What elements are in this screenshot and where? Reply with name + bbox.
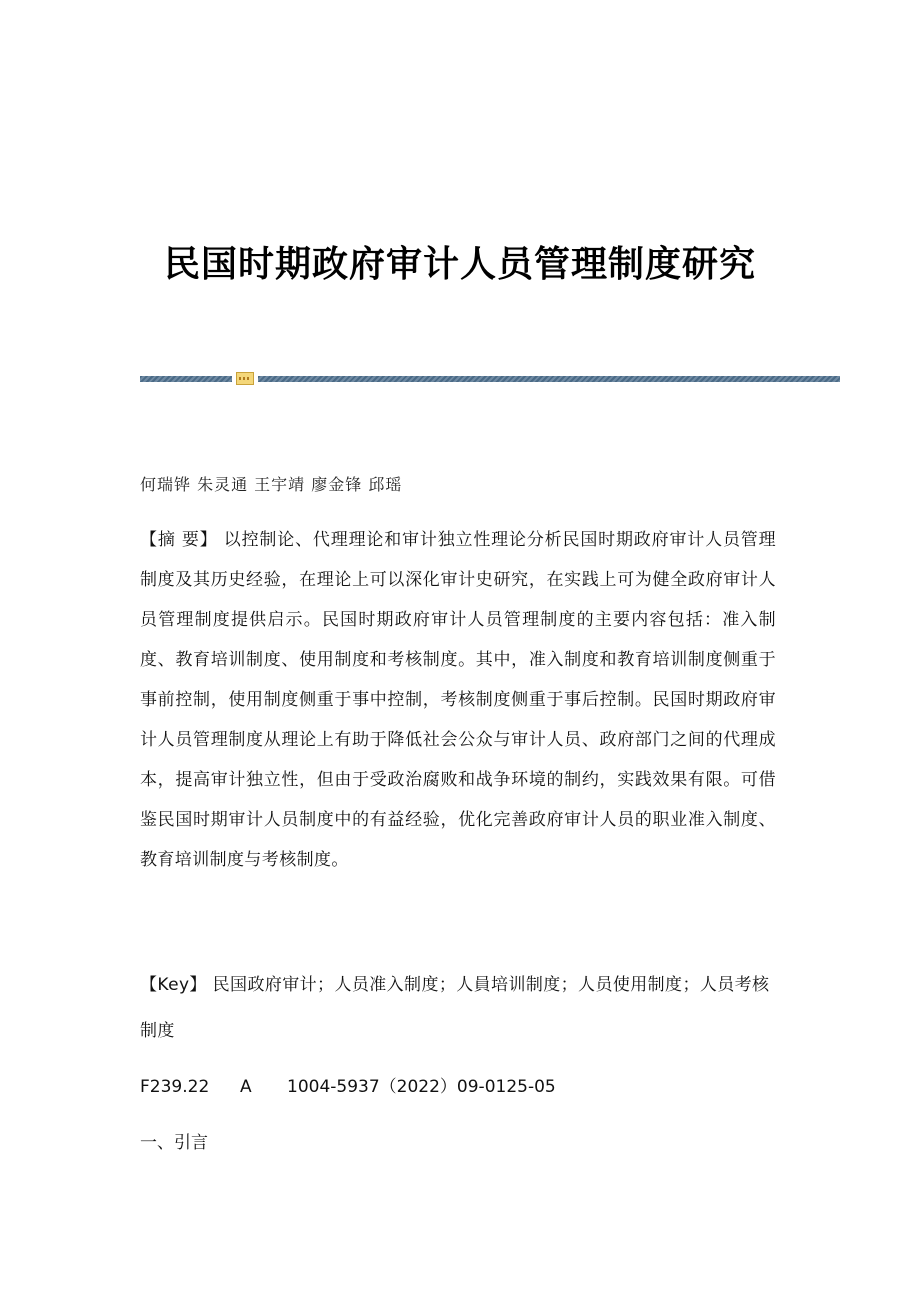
divider-ornament-icon <box>236 372 254 385</box>
section-heading: 一、引言 <box>140 1133 208 1153</box>
divider-bar-right <box>258 376 840 382</box>
document-type-code: A <box>240 1077 252 1097</box>
classification-line <box>140 1072 556 1097</box>
abstract-label: 【摘 要】 <box>140 530 218 550</box>
paper-title: 民国时期政府审计人员管理制度研究 <box>163 243 756 286</box>
title-divider <box>140 375 840 383</box>
abstract-paragraph <box>140 520 776 880</box>
author-list: 何瑞铧 朱灵通 王宇靖 廖金锋 邱瑶 <box>140 475 403 494</box>
classification-code: F239.22 <box>140 1077 210 1097</box>
keywords-paragraph <box>140 962 776 1054</box>
divider-bar-left <box>140 376 232 382</box>
keywords-text: 民国政府审计；人员准入制度；人員培训制度；人员使用制度；人员考核制度 <box>140 975 770 1041</box>
abstract-text: 以控制论、代理理论和审计独立性理论分析民国时期政府审计人员管理制度及其历史经验，在理论上可以深化审计史研究，在实践上可为健全政府审计人员管理制度提供启示。民国时期政府审计人员管理制度的主要内容包括：准入制度、教育培训制度、使用制度和考核制度。其中，准入制度和教育培训制度侧重于事前控制，使用制度侧重于事中控制，考核制度侧重于事后控制。民国时期政府审计人员管理制度从理论上有助于降低社会公众与审计人员、政府部门之间的代理成本，提高审计独立性，但由于受政治腐败和战争环境的制约，实践效果有限。可借鉴民国时期审计人员制度中的有益经验，优化完善政府审计人员的职业准入制度、教育培训制度与考核制度。 <box>140 530 776 870</box>
keywords-label: 【Key】 <box>140 975 207 995</box>
article-id: 1004-5937（2022）09-0125-05 <box>287 1077 556 1097</box>
